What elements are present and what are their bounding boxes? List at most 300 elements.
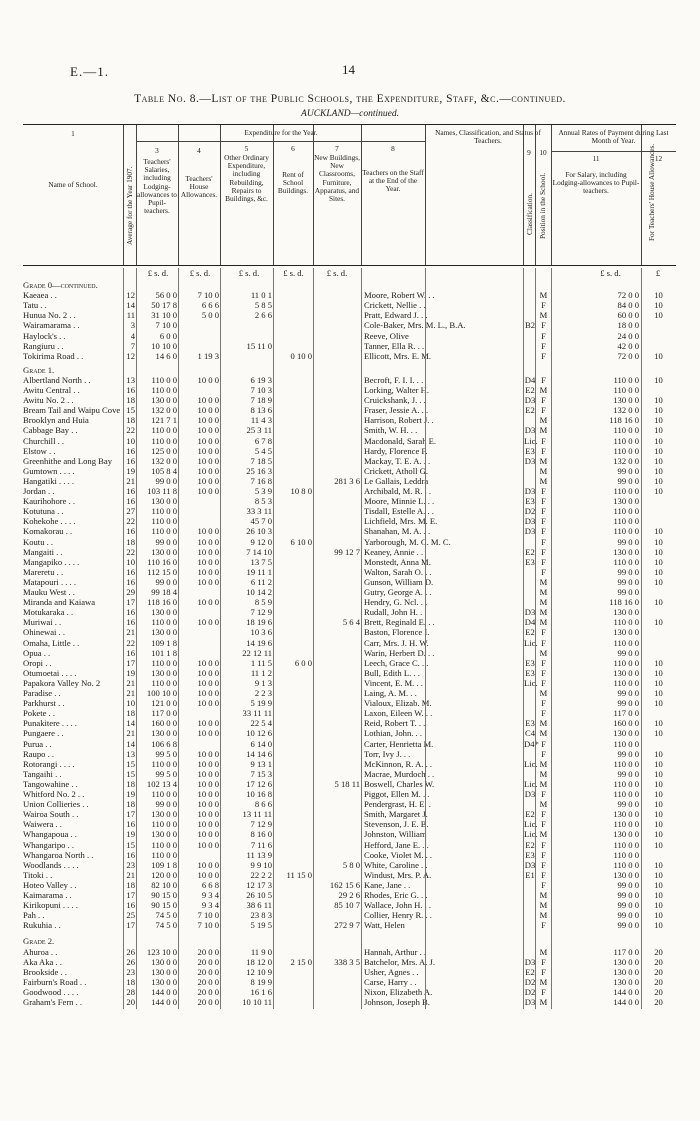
- salary-rate-cell: 130 0 0: [613, 667, 639, 678]
- salaries-cell: 110 0 0: [151, 385, 177, 395]
- house-allowances-cell: 20 0 0: [197, 986, 219, 997]
- position-cell: F: [541, 879, 546, 890]
- table-row: [23, 425, 676, 435]
- school-name-cell: Raupo . .: [23, 748, 55, 759]
- position-cell: M: [539, 758, 548, 769]
- other-expenditure-cell: 8 13 6: [250, 405, 272, 416]
- school-name-cell: Graham's Fern . .: [23, 997, 83, 1007]
- other-expenditure-cell: 10 10 11: [242, 997, 272, 1007]
- other-expenditure-cell: 6 19 3: [250, 374, 272, 385]
- house-allowances-cell: 10 0 0: [197, 839, 219, 850]
- house-allowances-cell: 10 0 0: [197, 829, 219, 840]
- table-row: [23, 860, 676, 870]
- house-allowance-rate-cell: 10: [654, 859, 663, 870]
- table-row: [23, 840, 676, 850]
- school-name-cell: Union Collieries . .: [23, 799, 89, 810]
- position-cell: F: [541, 677, 546, 688]
- house-allowance-rate-cell: 10: [654, 374, 663, 385]
- table-row: [23, 947, 676, 957]
- teacher-name-cell: Boswell, Charles W.: [364, 778, 435, 789]
- other-expenditure-cell: 18 19 6: [246, 617, 272, 628]
- col1-number: 1: [71, 129, 75, 138]
- teacher-name-cell: Windust, Mrs. P. A.: [364, 869, 432, 880]
- position-cell: M: [539, 465, 548, 476]
- house-allowances-cell: 10 0 0: [197, 597, 219, 608]
- table-row: [23, 648, 676, 658]
- document-code: E.—1.: [70, 64, 109, 79]
- teacher-name-cell: Torr, Ivy J. . .: [364, 748, 411, 759]
- school-name-cell: Pokete . .: [23, 708, 55, 719]
- table-row: [23, 779, 676, 789]
- house-allowances-cell: 7 10 0: [197, 290, 219, 301]
- house-allowances-cell: 10 0 0: [197, 566, 219, 577]
- house-allowances-cell: 10 0 0: [197, 617, 219, 628]
- school-name-cell: Wairamarama . .: [23, 320, 80, 331]
- school-name-cell: Haylock's . .: [23, 330, 66, 341]
- other-expenditure-cell: 6 7 8: [254, 435, 272, 446]
- average-cell: 25: [126, 910, 135, 921]
- classification-cell: D3: [524, 455, 536, 466]
- column-rule: [551, 268, 552, 1009]
- salaries-cell: 130 0 0: [151, 627, 177, 638]
- teacher-name-cell: Cruickshank, J. . .: [364, 395, 426, 406]
- school-name-cell: Purua . .: [23, 738, 52, 749]
- house-allowances-cell: 10 0 0: [197, 526, 219, 537]
- salary-rate-cell: 130 0 0: [613, 966, 639, 977]
- average-cell: 16: [126, 819, 135, 830]
- teacher-name-cell: Warin, Herbert D. . .: [364, 647, 435, 658]
- classification-cell: D4: [524, 374, 536, 385]
- salary-rate-cell: 60 0 0: [617, 310, 639, 321]
- position-cell: F: [541, 395, 546, 406]
- other-expenditure-cell: 25 16 3: [246, 465, 272, 476]
- house-allowances-cell: 10 0 0: [197, 688, 219, 698]
- house-allowances-cell: 10 0 0: [197, 576, 219, 587]
- classification-cell: D3: [524, 395, 536, 406]
- salary-rate-cell: 99 0 0: [617, 688, 639, 698]
- teacher-name-cell: Kane, Jane . .: [364, 879, 411, 890]
- table-row: [23, 638, 676, 648]
- other-expenditure-cell: 19 11 1: [246, 566, 272, 577]
- school-name-cell: Kirikopuni . . . .: [23, 900, 78, 911]
- teacher-name-cell: Collier, Henry R. . .: [364, 910, 432, 921]
- school-name-cell: Omaha, Little . .: [23, 637, 80, 648]
- position-cell: M: [539, 890, 548, 900]
- salaries-cell: 31 10 0: [151, 310, 177, 321]
- school-name-cell: Greenhithe and Long Bay: [23, 455, 113, 466]
- classification-cell: Lic.: [524, 778, 538, 789]
- house-allowance-rate-cell: 10: [654, 910, 663, 921]
- position-cell: F: [541, 920, 546, 931]
- teacher-name-cell: Hefford, Jane E. . .: [364, 839, 429, 850]
- position-cell: F: [541, 374, 546, 385]
- classification-cell: E3: [525, 496, 535, 507]
- column-rule: [641, 268, 642, 1009]
- classification-cell: D4*: [524, 738, 539, 749]
- classification-cell: D3: [524, 516, 536, 527]
- average-cell: 23: [126, 859, 135, 870]
- col10-number: 10: [539, 148, 547, 157]
- salaries-cell: 110 0 0: [151, 849, 177, 860]
- average-cell: 19: [126, 789, 135, 799]
- teacher-name-cell: McKinnon, R. A. . .: [364, 758, 433, 769]
- position-cell: M: [539, 310, 548, 321]
- classification-cell: D2: [524, 976, 536, 987]
- classification-cell: Lic.: [524, 819, 538, 830]
- school-name-cell: Whangapoua . .: [23, 829, 77, 840]
- house-allowance-rate-cell: 20: [654, 976, 663, 987]
- average-cell: 26: [126, 946, 135, 957]
- position-cell: F: [541, 496, 546, 507]
- salary-rate-header: For Salary, including Lodging-allowances to Pupil-teachers.: [552, 170, 640, 196]
- house-allowance-rate-cell: 10: [654, 667, 663, 678]
- average-cell: 12: [126, 350, 135, 361]
- house-allowances-cell: 10 0 0: [197, 657, 219, 668]
- teacher-name-cell: Tanner, Ella R. . .: [364, 340, 425, 351]
- col3-number: 3: [155, 146, 159, 155]
- teacher-name-cell: Pendergrast, H. E. .: [364, 799, 431, 810]
- salaries-cell: 105 8 4: [151, 465, 177, 476]
- house-allowance-rate-cell: 20: [654, 966, 663, 977]
- position-cell: F: [541, 839, 546, 850]
- house-allowance-rate-cell: 10: [654, 809, 663, 820]
- units-row: £ s. d. £ s. d. £ s. d. £ s. d. £ s. d. £ s. d. £: [147, 268, 661, 278]
- other-expenditure-cell: 7 12 9: [250, 819, 272, 830]
- school-name-cell: Otumoetai . . . .: [23, 667, 77, 678]
- average-cell: 16: [126, 385, 135, 395]
- house-allowance-rate-cell: 10: [654, 310, 663, 321]
- other-expenditure-header: Other Ordinary Expenditure, including Rebuilding, Repairs to Buildings, &c.: [224, 153, 269, 204]
- salaries-header: Teachers' Salaries, including Lodging-allowances to Pupil-teachers.: [137, 157, 177, 216]
- house-allowance-rate-cell: 10: [654, 900, 663, 911]
- classification-cell: D4: [524, 617, 536, 628]
- house-allowance-rate-cell: 10: [654, 576, 663, 587]
- table-row: [23, 486, 676, 496]
- salaries-cell: 102 13 4: [146, 778, 177, 789]
- school-name-cell: Ahuroa . .: [23, 946, 58, 957]
- column-rule: [178, 268, 179, 1009]
- salaries-cell: 130 0 0: [151, 829, 177, 840]
- rent-cell: 0 10 0: [290, 350, 312, 361]
- position-cell: F: [541, 966, 546, 977]
- school-name-cell: Mareretu . .: [23, 566, 64, 577]
- average-cell: 15: [126, 839, 135, 850]
- classification-cell: E2: [525, 809, 535, 820]
- average-cell: 22: [126, 546, 135, 557]
- new-buildings-cell: 29 2 6: [338, 890, 360, 900]
- position-cell: M: [539, 778, 548, 789]
- teacher-name-cell: Fraser, Jessie A. . .: [364, 405, 429, 416]
- school-name-cell: Motukaraka . .: [23, 607, 74, 618]
- salary-rate-cell: 110 0 0: [613, 819, 639, 830]
- rent-cell: 10 8 0: [290, 486, 312, 496]
- average-cell: 19: [126, 829, 135, 840]
- average-cell: 3: [130, 320, 135, 331]
- salaries-cell: 110 0 0: [151, 758, 177, 769]
- house-allowance-rate-cell: 10: [654, 657, 663, 668]
- new-buildings-cell: 5 18 11: [334, 778, 360, 789]
- salaries-cell: 144 0 0: [151, 986, 177, 997]
- salaries-cell: 117 0 0: [151, 708, 177, 719]
- house-allowance-rate-cell: 20: [654, 997, 663, 1007]
- table-row: [23, 850, 676, 860]
- other-expenditure-cell: 15 11 0: [246, 340, 272, 351]
- position-cell: M: [539, 597, 548, 608]
- average-cell: 16: [126, 455, 135, 466]
- table-row: [23, 799, 676, 809]
- other-expenditure-cell: 5 8 5: [254, 300, 272, 311]
- other-expenditure-cell: 18 12 0: [246, 956, 272, 967]
- teacher-name-cell: Johnson, Joseph B.: [364, 997, 430, 1007]
- position-cell: F: [541, 546, 546, 557]
- average-cell: 29: [126, 587, 135, 597]
- house-allowance-rate-cell: 10: [654, 290, 663, 301]
- salaries-cell: 109 1 8: [151, 859, 177, 870]
- teacher-name-cell: Carr, Mrs. J. H. W.: [364, 637, 429, 648]
- salary-rate-cell: 110 0 0: [613, 486, 639, 496]
- house-allowance-rate-cell: 10: [654, 300, 663, 311]
- position-cell: F: [541, 526, 546, 537]
- salaries-cell: 99 5 0: [155, 748, 177, 759]
- classification-cell: E2: [525, 627, 535, 638]
- table-subtitle: AUCKLAND—continued.: [301, 109, 399, 119]
- house-allowances-cell: 20 0 0: [197, 976, 219, 987]
- classification-cell: D3: [524, 486, 536, 496]
- position-cell: F: [541, 300, 546, 311]
- column-rule: [313, 268, 314, 1009]
- school-name-cell: Kohekohe . . . .: [23, 516, 76, 527]
- average-cell: 19: [126, 465, 135, 476]
- school-name-cell: Gumtown . . . .: [23, 465, 75, 476]
- position-cell: M: [539, 728, 548, 739]
- classification-cell: Lic.: [524, 829, 538, 840]
- teacher-name-cell: Harrison, Robert J. .: [364, 415, 434, 426]
- classification-cell: E2: [525, 839, 535, 850]
- table-row: [23, 341, 676, 351]
- salary-rate-cell: 99 0 0: [617, 890, 639, 900]
- classification-cell: D3: [524, 526, 536, 537]
- house-allowances-cell: 6 6 6: [201, 300, 219, 311]
- salary-rate-cell: 99 0 0: [617, 465, 639, 476]
- position-cell: M: [539, 900, 548, 911]
- other-expenditure-cell: 7 10 3: [250, 385, 272, 395]
- position-cell: M: [539, 768, 548, 779]
- table-row: [23, 516, 676, 526]
- salaries-cell: 103 11 8: [147, 486, 177, 496]
- position-cell: F: [541, 536, 546, 547]
- average-cell: 18: [126, 976, 135, 987]
- position-cell: M: [539, 976, 548, 987]
- house-allowances-cell: 10 0 0: [197, 799, 219, 810]
- salaries-cell: 90 15 0: [151, 900, 177, 911]
- average-cell: 7: [130, 340, 135, 351]
- salaries-cell: 130 0 0: [151, 667, 177, 678]
- column-rule: [220, 268, 221, 1009]
- school-name-cell: Whitford No. 2 . .: [23, 789, 85, 799]
- salary-rate-cell: 99 0 0: [617, 566, 639, 577]
- salary-rate-cell: 99 0 0: [617, 587, 639, 597]
- salaries-cell: 110 0 0: [151, 839, 177, 850]
- salaries-cell: 90 15 0: [151, 890, 177, 900]
- house-allowances-cell: 10 0 0: [197, 667, 219, 678]
- house-allowance-rate-cell: 10: [654, 475, 663, 486]
- house-allowances-cell: 10 0 0: [197, 395, 219, 406]
- salary-rate-cell: 110 0 0: [613, 425, 639, 436]
- position-cell: M: [539, 290, 548, 301]
- table-row: [23, 466, 676, 476]
- salaries-cell: 110 0 0: [151, 374, 177, 385]
- average-cell: 22: [126, 637, 135, 648]
- salary-rate-cell: 99 0 0: [617, 748, 639, 759]
- position-cell: M: [539, 385, 548, 395]
- house-allowance-rate-cell: 10: [654, 890, 663, 900]
- school-name-cell: Komakorau . .: [23, 526, 73, 537]
- average-cell: 17: [126, 657, 135, 668]
- position-cell: M: [539, 425, 548, 436]
- salary-rate-cell: 99 0 0: [617, 910, 639, 921]
- teacher-name-cell: Laing, A. M. . .: [364, 688, 417, 698]
- table-row: [23, 476, 676, 486]
- salaries-cell: 99 0 0: [155, 576, 177, 587]
- house-allowances-cell: 1 19 3: [197, 350, 219, 361]
- position-cell: M: [539, 415, 548, 426]
- average-cell: 16: [126, 526, 135, 537]
- table-header: [23, 124, 676, 266]
- house-allowances-cell: 10 0 0: [197, 698, 219, 709]
- classification-header: Classification.: [525, 193, 534, 235]
- house-allowance-rate-cell: 10: [654, 597, 663, 608]
- house-allowance-rate-cell: 10: [654, 819, 663, 830]
- salary-rate-cell: 130 0 0: [613, 496, 639, 507]
- table-row: [23, 698, 676, 708]
- teacher-name-cell: Bull, Edith L. . .: [364, 667, 420, 678]
- annual-rates-header: Annual Rates of Payment during Last Month of Year.: [558, 128, 669, 146]
- teacher-name-cell: Vialoux, Elizab. M.: [364, 698, 432, 709]
- house-allowance-rate-cell: 10: [654, 455, 663, 466]
- teacher-name-cell: Batchelor, Mrs. A. J.: [364, 956, 436, 967]
- average-cell: 21: [126, 688, 135, 698]
- teacher-name-cell: Lichfield, Mrs. M. E.: [364, 516, 438, 527]
- house-allowance-rate-cell: 10: [654, 486, 663, 496]
- classification-cell: D3: [524, 997, 536, 1007]
- school-name-cell: Papakora Valley No. 2: [23, 677, 101, 688]
- average-cell: 15: [126, 758, 135, 769]
- house-allowances-cell: 6 6 8: [201, 879, 219, 890]
- table-row: [23, 728, 676, 738]
- position-cell: M: [539, 718, 548, 729]
- school-name-cell: Mauku West . .: [23, 587, 75, 597]
- teacher-name-cell: Gutry, George A. . .: [364, 587, 432, 597]
- salaries-cell: 99 18 4: [151, 587, 177, 597]
- average-cell: 20: [126, 997, 135, 1007]
- column-rule: [273, 268, 274, 1009]
- average-cell: 18: [126, 799, 135, 810]
- house-allowances-cell: 10 0 0: [197, 546, 219, 557]
- position-cell: F: [541, 320, 546, 331]
- other-expenditure-cell: 5 3 9: [254, 486, 272, 496]
- table-row: [23, 890, 676, 900]
- school-name-cell: Wairoa South . .: [23, 809, 79, 820]
- salary-rate-cell: 84 0 0: [617, 300, 639, 311]
- salaries-cell: 110 0 0: [151, 677, 177, 688]
- classification-cell: C4: [524, 728, 536, 739]
- teacher-name-cell: Rhodes, Eric G. . .: [364, 890, 428, 900]
- average-cell: 14: [126, 300, 135, 311]
- position-cell: M: [539, 475, 548, 486]
- house-allowance-rate-cell: 10: [654, 415, 663, 426]
- position-cell: F: [541, 435, 546, 446]
- average-cell: 12: [126, 290, 135, 301]
- salaries-cell: 101 1 8: [151, 647, 177, 658]
- other-expenditure-cell: 11 0 1: [250, 290, 272, 301]
- position-cell: F: [541, 738, 546, 749]
- classification-cell: E3: [525, 445, 535, 456]
- other-expenditure-cell: 2 2 3: [254, 688, 272, 698]
- teacher-name-cell: Archibald, M. R. . .: [364, 486, 432, 496]
- position-cell: M: [539, 617, 548, 628]
- salaries-cell: 10 10 0: [151, 340, 177, 351]
- rent-cell: 11 15 0: [286, 869, 312, 880]
- school-name-cell: Rangiuru . .: [23, 340, 64, 351]
- position-cell: M: [539, 799, 548, 810]
- salaries-cell: 132 0 0: [151, 405, 177, 416]
- school-name-cell: Pungaere . .: [23, 728, 64, 739]
- other-expenditure-cell: 5 19 5: [250, 920, 272, 931]
- teacher-name-cell: Hendry, G. Ncl. . .: [364, 597, 428, 608]
- other-expenditure-cell: 38 6 11: [246, 900, 272, 911]
- rent-cell: 2 15 0: [290, 956, 312, 967]
- house-allowance-rate-cell: 10: [654, 688, 663, 698]
- name-of-school-header: Name of School.: [48, 180, 98, 189]
- classification-cell: D2: [524, 506, 536, 517]
- teacher-name-cell: Moore, Robert W. . .: [364, 290, 435, 301]
- school-name-cell: Miranda and Kaiawa: [23, 597, 96, 608]
- school-name-cell: Titoki . .: [23, 869, 53, 880]
- house-allowances-cell: 10 0 0: [197, 748, 219, 759]
- classification-cell: E2: [525, 405, 535, 416]
- salary-rate-cell: 110 0 0: [613, 849, 639, 860]
- salaries-cell: 130 0 0: [151, 728, 177, 739]
- grade-heading: Grade 2.: [23, 936, 55, 947]
- house-allowances-cell: 10 0 0: [197, 536, 219, 547]
- other-expenditure-cell: 33 3 11: [246, 506, 272, 517]
- salary-rate-cell: 110 0 0: [613, 677, 639, 688]
- classification-cell: D2: [524, 986, 536, 997]
- house-allowance-rate-cell: 20: [654, 986, 663, 997]
- table-row: [23, 987, 676, 997]
- table-row: [23, 415, 676, 425]
- salary-rate-cell: 110 0 0: [613, 839, 639, 850]
- col4-number: 4: [197, 146, 201, 155]
- classification-cell: E3: [525, 718, 535, 729]
- other-expenditure-cell: 8 16 0: [250, 829, 272, 840]
- classification-cell: Lic.: [524, 435, 538, 446]
- salaries-cell: 110 0 0: [151, 789, 177, 799]
- salary-rate-cell: 110 0 0: [613, 789, 639, 799]
- teacher-name-cell: Hardy, Florence F.: [364, 445, 428, 456]
- teacher-name-cell: Reeve, Olive: [364, 330, 409, 341]
- house-allowance-rate-cell: 10: [654, 869, 663, 880]
- salary-rate-cell: 110 0 0: [613, 758, 639, 769]
- school-name-cell: Brooklyn and Huia: [23, 415, 89, 426]
- column-rule: [425, 268, 426, 1009]
- teacher-name-cell: Piggot, Ellen M. . .: [364, 789, 430, 799]
- table-row: [23, 385, 676, 395]
- salaries-cell: 144 0 0: [151, 997, 177, 1007]
- table-row: [23, 567, 676, 577]
- house-allowances-cell: 10 0 0: [197, 415, 219, 426]
- table-row: [23, 977, 676, 987]
